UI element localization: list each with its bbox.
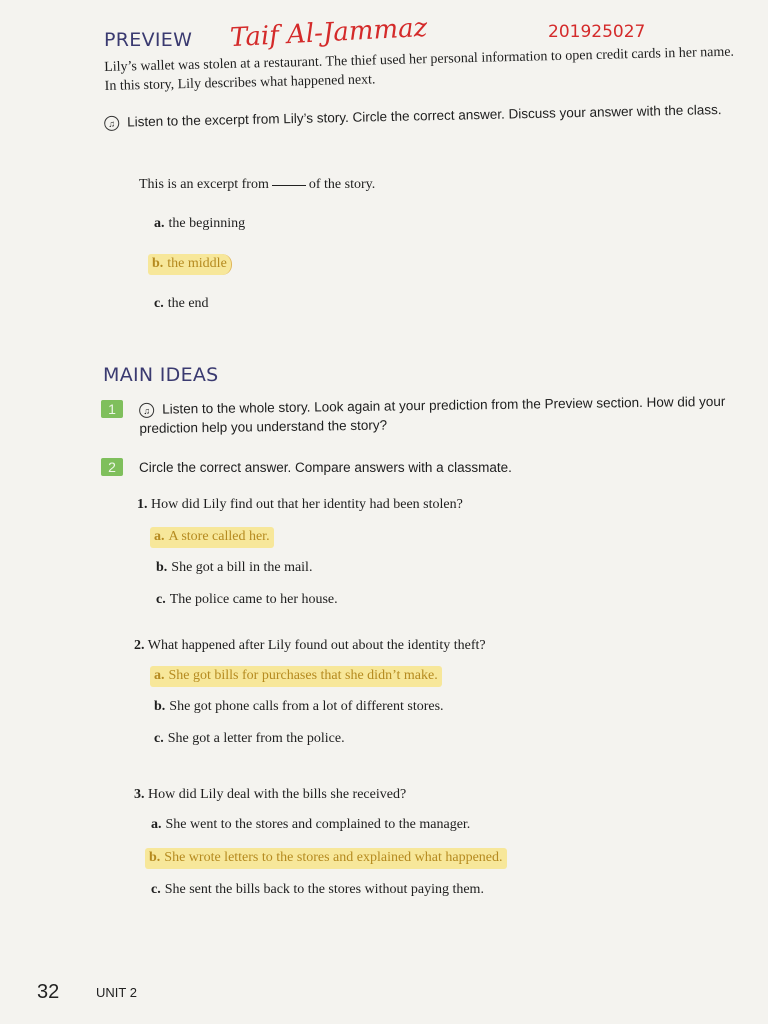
option-letter: c. [154, 296, 164, 311]
q1-option-c[interactable] [156, 592, 338, 608]
option-letter: c. [154, 731, 164, 746]
option-text: the beginning [168, 216, 246, 231]
option-letter: a. [151, 817, 162, 832]
option-letter: b. [156, 560, 168, 575]
option-text: She got a letter from the police. [167, 731, 345, 746]
page-number: 32 [37, 981, 60, 1003]
preview-option-c[interactable] [154, 296, 209, 312]
headphones-icon: ♫ [139, 403, 154, 418]
q3-option-a[interactable] [151, 817, 470, 833]
question-2 [134, 636, 486, 655]
option-letter: a. [154, 529, 165, 544]
option-letter: a. [154, 668, 165, 683]
question-number: 2. [134, 638, 145, 653]
preview-option-b[interactable] [148, 254, 232, 275]
option-text: She got phone calls from a lot of different stores. [169, 699, 444, 714]
q1-option-a[interactable] [150, 527, 274, 548]
option-letter: a. [154, 216, 165, 231]
question-1 [137, 495, 463, 514]
option-letter: b. [149, 850, 161, 865]
answer-blank [272, 185, 306, 186]
item-1-instruction [139, 392, 729, 438]
option-text: She sent the bills back to the stores without paying them. [164, 882, 484, 897]
q3-option-c[interactable] [151, 882, 484, 898]
item-2-badge [101, 458, 123, 476]
preview-instruction-text: Listen to the excerpt from Lily’s story. Circle the correct answer. Discuss your answer with the class. [127, 102, 722, 130]
student-id: 201925027 [548, 22, 646, 42]
excerpt-prompt-before: This is an excerpt from [139, 177, 269, 192]
preview-option-a[interactable] [154, 216, 245, 232]
option-text: She got bills for purchases that she didn’t make. [168, 668, 438, 683]
main-ideas-title: MAIN IDEAS [103, 364, 219, 386]
q2-option-b[interactable] [154, 699, 444, 715]
q3-option-b[interactable] [145, 848, 507, 869]
option-text: A store called her. [168, 529, 270, 544]
preview-title: PREVIEW [104, 29, 193, 51]
option-text: She went to the stores and complained to the manager. [165, 817, 471, 832]
option-text: the end [167, 296, 209, 311]
q1-option-b[interactable] [156, 560, 312, 576]
option-letter: c. [156, 592, 166, 607]
item-1-text: Listen to the whole story. Look again at your prediction from the Preview section. How did your prediction help you understand the story? [139, 393, 726, 436]
option-text: She got a bill in the mail. [171, 560, 313, 575]
item-2-instruction: Circle the correct answer. Compare answers with a classmate. [139, 460, 512, 475]
question-text: What happened after Lily found out about the identity theft? [147, 638, 486, 653]
item-number-box: 2 [101, 458, 123, 476]
option-letter: b. [152, 256, 164, 271]
question-number: 3. [134, 787, 145, 802]
excerpt-prompt-after: of the story. [308, 177, 376, 192]
option-text: the middle [167, 256, 227, 271]
question-text: How did Lily deal with the bills she received? [148, 787, 407, 802]
preview-instruction [104, 100, 724, 132]
q2-option-a[interactable] [150, 666, 442, 687]
option-text: She wrote letters to the stores and explained what happened. [164, 850, 503, 865]
question-number: 1. [137, 497, 148, 512]
q2-option-c[interactable] [154, 731, 345, 747]
question-3 [134, 785, 406, 804]
option-letter: b. [154, 699, 166, 714]
unit-label: UNIT 2 [96, 985, 137, 1000]
student-name: Taif Al-Jammaz [229, 12, 428, 54]
option-letter: c. [151, 882, 161, 897]
question-text: How did Lily find out that her identity had been stolen? [151, 497, 463, 512]
item-1-badge [101, 400, 123, 418]
headphones-icon: ♫ [104, 116, 119, 131]
excerpt-prompt [139, 175, 375, 194]
preview-intro: Lily’s wallet was stolen at a restaurant. The thief used her personal information to open credit cards in her name. In this story, Lily describes what happened next. [104, 44, 735, 94]
option-text: The police came to her house. [169, 592, 338, 607]
item-number-box: 1 [101, 400, 123, 418]
